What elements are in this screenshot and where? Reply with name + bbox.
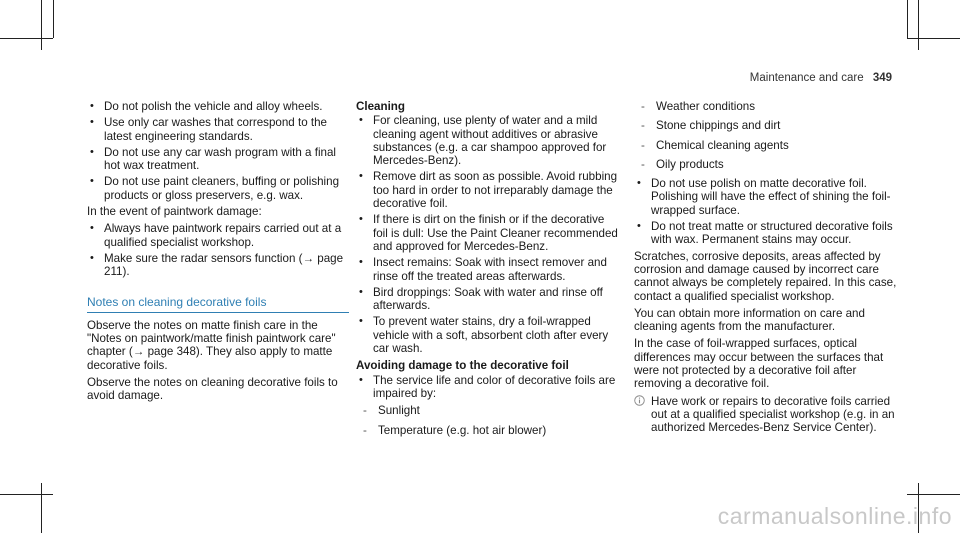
dash-item: - Oily products xyxy=(634,158,902,171)
dash-item: - Chemical cleaning agents xyxy=(634,139,902,152)
paragraph: In the case of foil-wrapped surfaces, optical differences may occur between the surfaces that were not protected by a decorative foil after removing a decorative foil. xyxy=(634,337,884,391)
list-item: • If there is dirt on the finish or if the decorative foil is dull: Use the Paint Cleaner recommended and approved for Mercedes-Benz. xyxy=(356,213,618,253)
list-item: • Use only car washes that correspond to the latest engineering standards. xyxy=(87,116,349,143)
paragraph: Observe the notes on matte finish care in the "Notes on paintwork/matte finish paintwork care" chapter (→ page 348). They also apply to matte decorative foils. xyxy=(87,318,336,372)
column-middle xyxy=(356,100,618,443)
bullet-list xyxy=(634,177,902,246)
header-title: Maintenance and care xyxy=(749,72,864,84)
column-right xyxy=(634,100,902,435)
dash-item: - Sunlight xyxy=(356,404,618,417)
paragraph: Observe the notes on cleaning decorative foils to avoid damage. xyxy=(87,376,338,403)
bullet-list xyxy=(87,222,349,278)
note-block xyxy=(634,395,902,435)
crop-mark xyxy=(0,38,53,39)
list-item: • Always have paintwork repairs carried out at a qualified specialist workshop. xyxy=(87,222,349,249)
subheading-avoiding-damage: Avoiding damage to the decorative foil xyxy=(356,359,569,373)
dash-list xyxy=(634,100,902,171)
subheading-cleaning: Cleaning xyxy=(356,100,405,113)
dash-item: - Temperature (e.g. hot air blower) xyxy=(356,424,618,437)
crop-mark xyxy=(907,0,908,38)
bullet-list xyxy=(356,374,618,401)
crop-mark xyxy=(0,494,53,495)
list-item: • To prevent water stains, dry a foil-wrapped vehicle with a soft, absorbent cloth after every car wash. xyxy=(356,315,618,355)
list-item: • Do not use polish on matte decorative foil. Polishing will have the effect of shining the foil-wrapped surface. xyxy=(634,177,902,217)
page-number: 349 xyxy=(872,72,892,84)
list-item: • Make sure the radar sensors function (→ page 211). xyxy=(87,252,349,279)
list-item: • Bird droppings: Soak with water and rinse off afterwards. xyxy=(356,286,618,313)
crop-mark xyxy=(907,494,960,495)
crop-mark xyxy=(907,38,960,39)
list-item: • Do not polish the vehicle and alloy wheels. xyxy=(87,100,349,113)
paragraph: Scratches, corrosive deposits, areas affected by corrosion and damage caused by incorrect care cannot always be completely repaired. In this case, contact a qualified specialist workshop. xyxy=(634,249,897,303)
crop-mark xyxy=(41,483,42,533)
crop-mark xyxy=(918,0,919,50)
list-item: • Remove dirt as soon as possible. Avoid rubbing too hard in order to not irreparably damage the decorative foil. xyxy=(356,170,618,210)
crop-mark xyxy=(41,0,42,50)
list-item: • Do not use any car wash program with a final hot wax treatment. xyxy=(87,146,349,173)
info-icon xyxy=(634,395,645,406)
dash-list xyxy=(356,404,618,437)
list-item: • For cleaning, use plenty of water and a mild cleaning agent without additives or abrasive substances (e.g. a car shampoo approved for Mercedes-Benz). xyxy=(356,114,618,167)
page-header xyxy=(750,72,892,84)
column-left xyxy=(87,100,349,407)
note-text: Have work or repairs to decorative foils carried out at a qualified specialist workshop (e.g. in an authorized Mercedes-Benz Service Center). xyxy=(651,394,895,435)
list-item: • Do not treat matte or structured decorative foils with wax. Permanent stains may occur. xyxy=(634,220,902,247)
paragraph: You can obtain more information on care and cleaning agents from the manufacturer. xyxy=(634,306,865,334)
list-item: • The service life and color of decorative foils are impaired by: xyxy=(356,374,618,401)
dash-item: - Weather conditions xyxy=(634,100,902,113)
watermark: carmanualsonline.info xyxy=(717,503,952,529)
dash-item: - Stone chippings and dirt xyxy=(634,119,902,132)
section-heading: Notes on cleaning decorative foils xyxy=(87,296,349,313)
crop-mark xyxy=(53,0,54,38)
list-item: • Do not use paint cleaners, buffing or polishing products or gloss preservers, e.g. wax. xyxy=(87,175,349,202)
paragraph: In the event of paintwork damage: xyxy=(87,205,262,219)
bullet-list xyxy=(356,114,618,355)
bullet-list xyxy=(87,100,349,202)
list-item: • Insect remains: Soak with insect remover and rinse off the treated areas afterwards. xyxy=(356,256,618,283)
